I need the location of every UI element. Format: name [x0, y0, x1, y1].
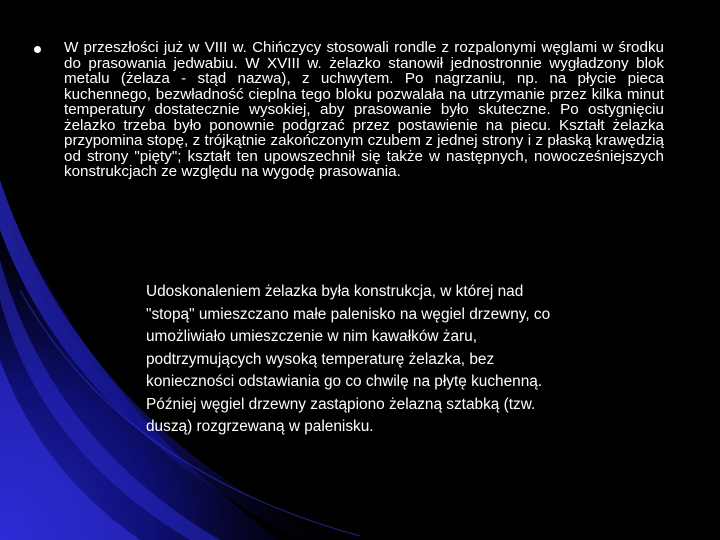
bullet-paragraph: W przeszłości już w VIII w. Chińczycy stosowali rondle z rozpalonymi węglami w środku do prasowania jedwabiu. W XVIII w. żelazko stanowił jednostronnie wygładzony blok metalu (żelaza - stąd nazwa), z uchwytem. Po nagrzaniu, np. na płycie pieca kuchennego, bezwładność cieplna tego bloku pozwalała na utrzymanie przez kilka minut temperatury dostatecznie wysokiej, aby prasowanie było skuteczne. Po ostygnięciu żelazko trzeba było ponownie podgrzać przez postawienie na piecu. Kształt żelazka przypomina stopę, z trójkątnie zakończonym czubem z jednej strony i z płaską krawędzią od strony "pięty"; kształt ten upowszechnił się także w następnych, nowocześniejszych konstrukcjach ze względu na wygodę prasowania.: [64, 39, 664, 180]
bullet-dot-icon: [34, 46, 41, 53]
sub-paragraph: Udoskonaleniem żelazka była konstrukcja, w której nad "stopą" umieszczano małe palenisko na węgiel drzewny, co umożliwiało umieszczenie w nim kawałków żaru, podtrzymujących wysoką temperaturę żelazka, bez konieczności odstawiania go co chwilę na płytę kuchenną. Później węgiel drzewny zastąpiono żelazną sztabką (tzw. duszą) rozgrzewaną w palenisku.: [146, 283, 551, 435]
